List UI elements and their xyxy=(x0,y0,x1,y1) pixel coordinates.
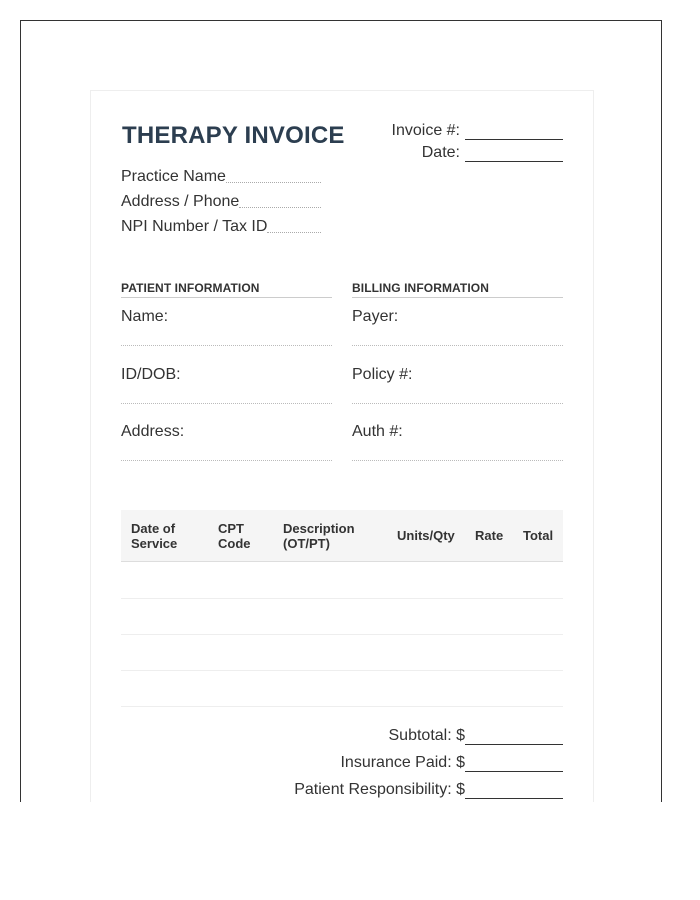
col-rate-label: Rate xyxy=(475,528,504,543)
invoice-title: THERAPY INVOICE xyxy=(122,122,345,149)
patient-responsibility-label: Patient Responsibility: $ xyxy=(294,781,465,798)
document-viewer xyxy=(20,20,662,802)
invoice-date-field[interactable] xyxy=(422,144,563,162)
insurance-paid-field[interactable] xyxy=(340,754,563,772)
practice-name-line[interactable] xyxy=(121,166,321,186)
col-date-of-service-line1: Date of xyxy=(131,520,176,536)
invoice-page xyxy=(90,90,594,802)
col-cpt-code xyxy=(218,510,251,561)
col-rate xyxy=(475,510,503,561)
subtotal-label: Subtotal: $ xyxy=(388,727,465,744)
patient-id-dob-label: ID/DOB: xyxy=(121,366,181,383)
col-units-qty-label: Units/Qty xyxy=(397,528,455,543)
subtotal-field[interactable] xyxy=(389,727,564,745)
col-total xyxy=(523,510,553,561)
insurance-paid-label: Insurance Paid: $ xyxy=(340,754,465,771)
col-cpt-code-line2: Code xyxy=(218,535,251,551)
table-row[interactable] xyxy=(121,598,563,635)
payer-field[interactable] xyxy=(352,308,563,346)
practice-name-dots xyxy=(226,182,321,183)
table-row[interactable] xyxy=(121,562,563,599)
table-row[interactable] xyxy=(121,670,563,707)
billing-info-heading: BILLING INFORMATION xyxy=(352,281,563,298)
patient-name-field[interactable] xyxy=(121,308,332,346)
npi-tax-line[interactable] xyxy=(121,216,321,236)
patient-address-field[interactable] xyxy=(121,423,332,461)
invoice-date-label: Date: xyxy=(421,144,460,161)
patient-responsibility-blank[interactable] xyxy=(465,783,563,799)
npi-tax-dots xyxy=(267,232,321,233)
col-date-of-service xyxy=(131,510,177,561)
invoice-number-label: Invoice #: xyxy=(391,122,460,139)
insurance-paid-blank[interactable] xyxy=(465,756,563,772)
address-phone-dots xyxy=(239,207,321,208)
payer-label: Payer: xyxy=(352,308,399,325)
col-description-line1: Description xyxy=(283,520,355,536)
patient-address-label: Address: xyxy=(121,423,185,440)
policy-number-field[interactable] xyxy=(352,366,563,404)
col-total-label: Total xyxy=(523,528,554,543)
invoice-number-field[interactable] xyxy=(392,122,563,140)
address-phone-line[interactable] xyxy=(121,191,321,211)
auth-number-label: Auth #: xyxy=(352,423,403,440)
patient-responsibility-field[interactable] xyxy=(294,781,563,799)
col-units-qty xyxy=(397,510,455,561)
patient-name-label: Name: xyxy=(121,308,169,325)
patient-info-heading: PATIENT INFORMATION xyxy=(121,281,332,298)
col-cpt-code-line1: CPT xyxy=(218,520,244,536)
invoice-number-blank[interactable] xyxy=(465,124,563,140)
table-row[interactable] xyxy=(121,634,563,671)
npi-tax-label: NPI Number / Tax ID xyxy=(121,218,268,235)
col-description-line2: (OT/PT) xyxy=(283,535,330,551)
col-description xyxy=(283,510,355,561)
services-table-header xyxy=(121,510,563,562)
invoice-date-blank[interactable] xyxy=(465,146,563,162)
practice-name-label: Practice Name xyxy=(121,168,226,185)
auth-number-field[interactable] xyxy=(352,423,563,461)
address-phone-label: Address / Phone xyxy=(121,193,240,210)
subtotal-blank[interactable] xyxy=(465,729,563,745)
patient-id-dob-field[interactable] xyxy=(121,366,332,404)
col-date-of-service-line2: Service xyxy=(131,535,178,551)
policy-number-label: Policy #: xyxy=(352,366,413,383)
